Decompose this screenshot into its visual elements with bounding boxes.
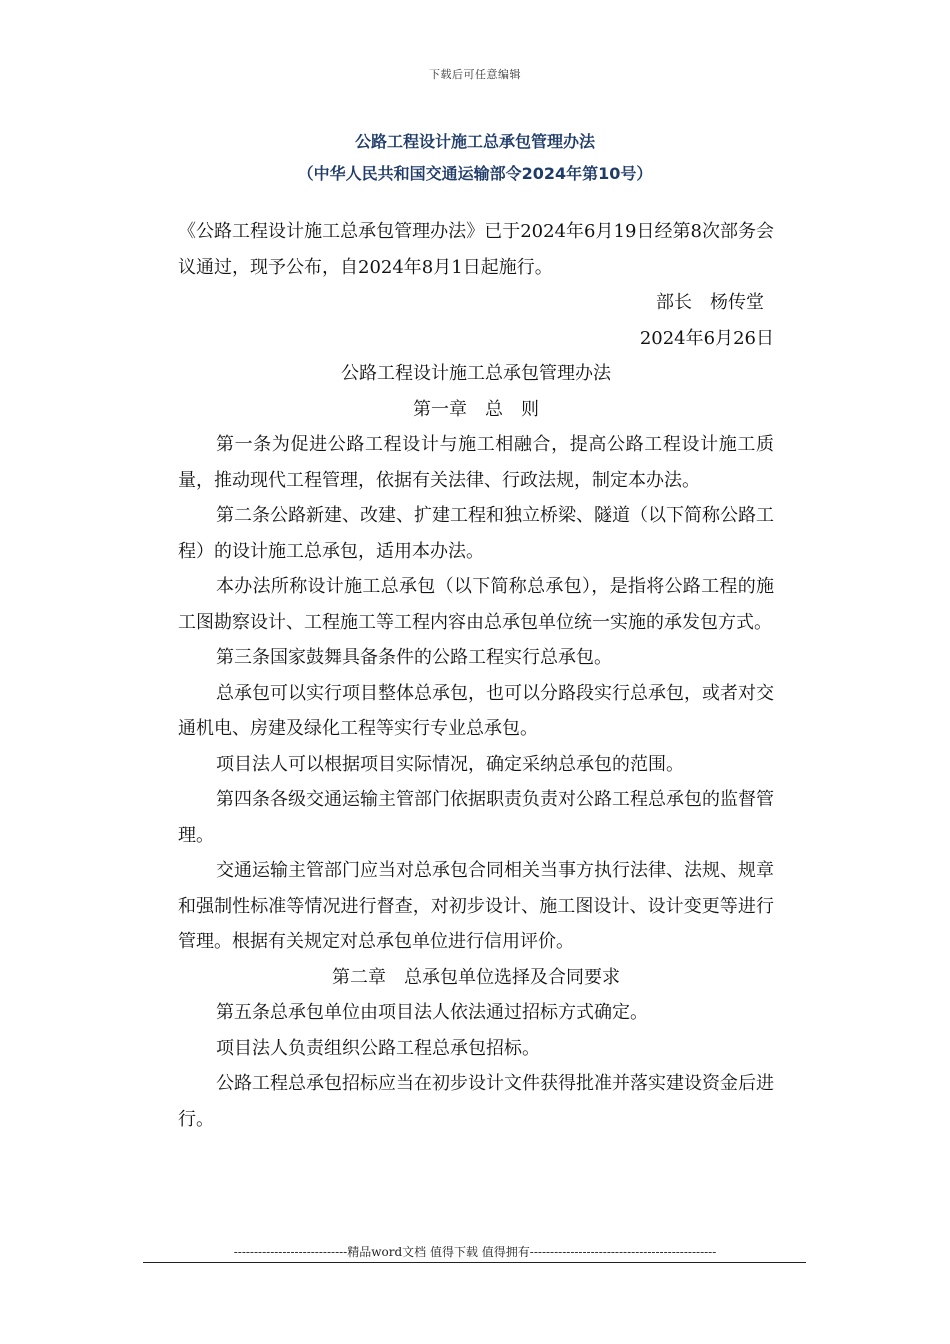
article-3: 第三条国家鼓舞具备条件的公路工程实行总承包。 <box>216 647 612 668</box>
article-2-clause-2: 本办法所称设计施工总承包（以下简称总承包），是指将公路工程的施工图勘察设计、工程施工等工程内容由总承包单位统一实施的承发包方式。 <box>178 576 774 633</box>
article-5: 第五条总承包单位由项目法人依法通过招标方式确定。 <box>216 1002 648 1023</box>
article-2: 第二条公路新建、改建、扩建工程和独立桥梁、隧道（以下简称公路工程）的设计施工总承包，适用本办法。 <box>178 505 774 562</box>
chapter-1-heading: 第一章 总 则 <box>413 398 539 420</box>
decree-subtitle: （中华人民共和国交通运输部令2024年第10号） <box>297 164 653 183</box>
header-note: 下载后可任意编辑 <box>429 68 521 81</box>
footer-text: ----------------------------精品word文档 值得下载 值得拥有---------------------------------------------- <box>233 1245 717 1259</box>
article-5-clause-3: 公路工程总承包招标应当在初步设计文件获得批准并落实建设资金后进行。 <box>178 1073 774 1130</box>
article-3-clause-2: 总承包可以实行项目整体总承包，也可以分路段实行总承包，或者对交通机电、房建及绿化工程等实行专业总承包。 <box>178 682 774 739</box>
preamble-paragraph: 《公路工程设计施工总承包管理办法》已于2024年6月19日经第8次部务会议通过，现予公布，自2024年8月1日起施行。 <box>178 221 774 278</box>
article-5-clause-2: 项目法人负责组织公路工程总承包招标。 <box>216 1037 540 1059</box>
signatory: 部长 杨传堂 <box>656 292 764 313</box>
article-3-clause-3: 项目法人可以根据项目实际情况，确定采纳总承包的范围。 <box>216 753 684 775</box>
footer-divider <box>143 1262 806 1263</box>
article-1: 第一条为促进公路工程设计与施工相融合，提高公路工程设计施工质量，推动现代工程管理，依据有关法律、行政法规，制定本办法。 <box>178 434 774 491</box>
document-title: 公路工程设计施工总承包管理办法 <box>341 363 611 384</box>
chapter-2-heading: 第二章 总承包单位选择及合同要求 <box>332 966 620 988</box>
document-body <box>178 214 774 1137</box>
title-block <box>0 126 950 190</box>
signing-date: 2024年6月26日 <box>639 327 774 349</box>
article-4: 第四条各级交通运输主管部门依据职责负责对公路工程总承包的监督管理。 <box>178 789 774 846</box>
article-4-clause-2: 交通运输主管部门应当对总承包合同相关当事方执行法律、法规、规章和强制性标准等情况进行督查，对初步设计、施工图设计、设计变更等进行管理。根据有关规定对总承包单位进行信用评价。 <box>178 860 774 952</box>
main-title: 公路工程设计施工总承包管理办法 <box>354 132 595 151</box>
